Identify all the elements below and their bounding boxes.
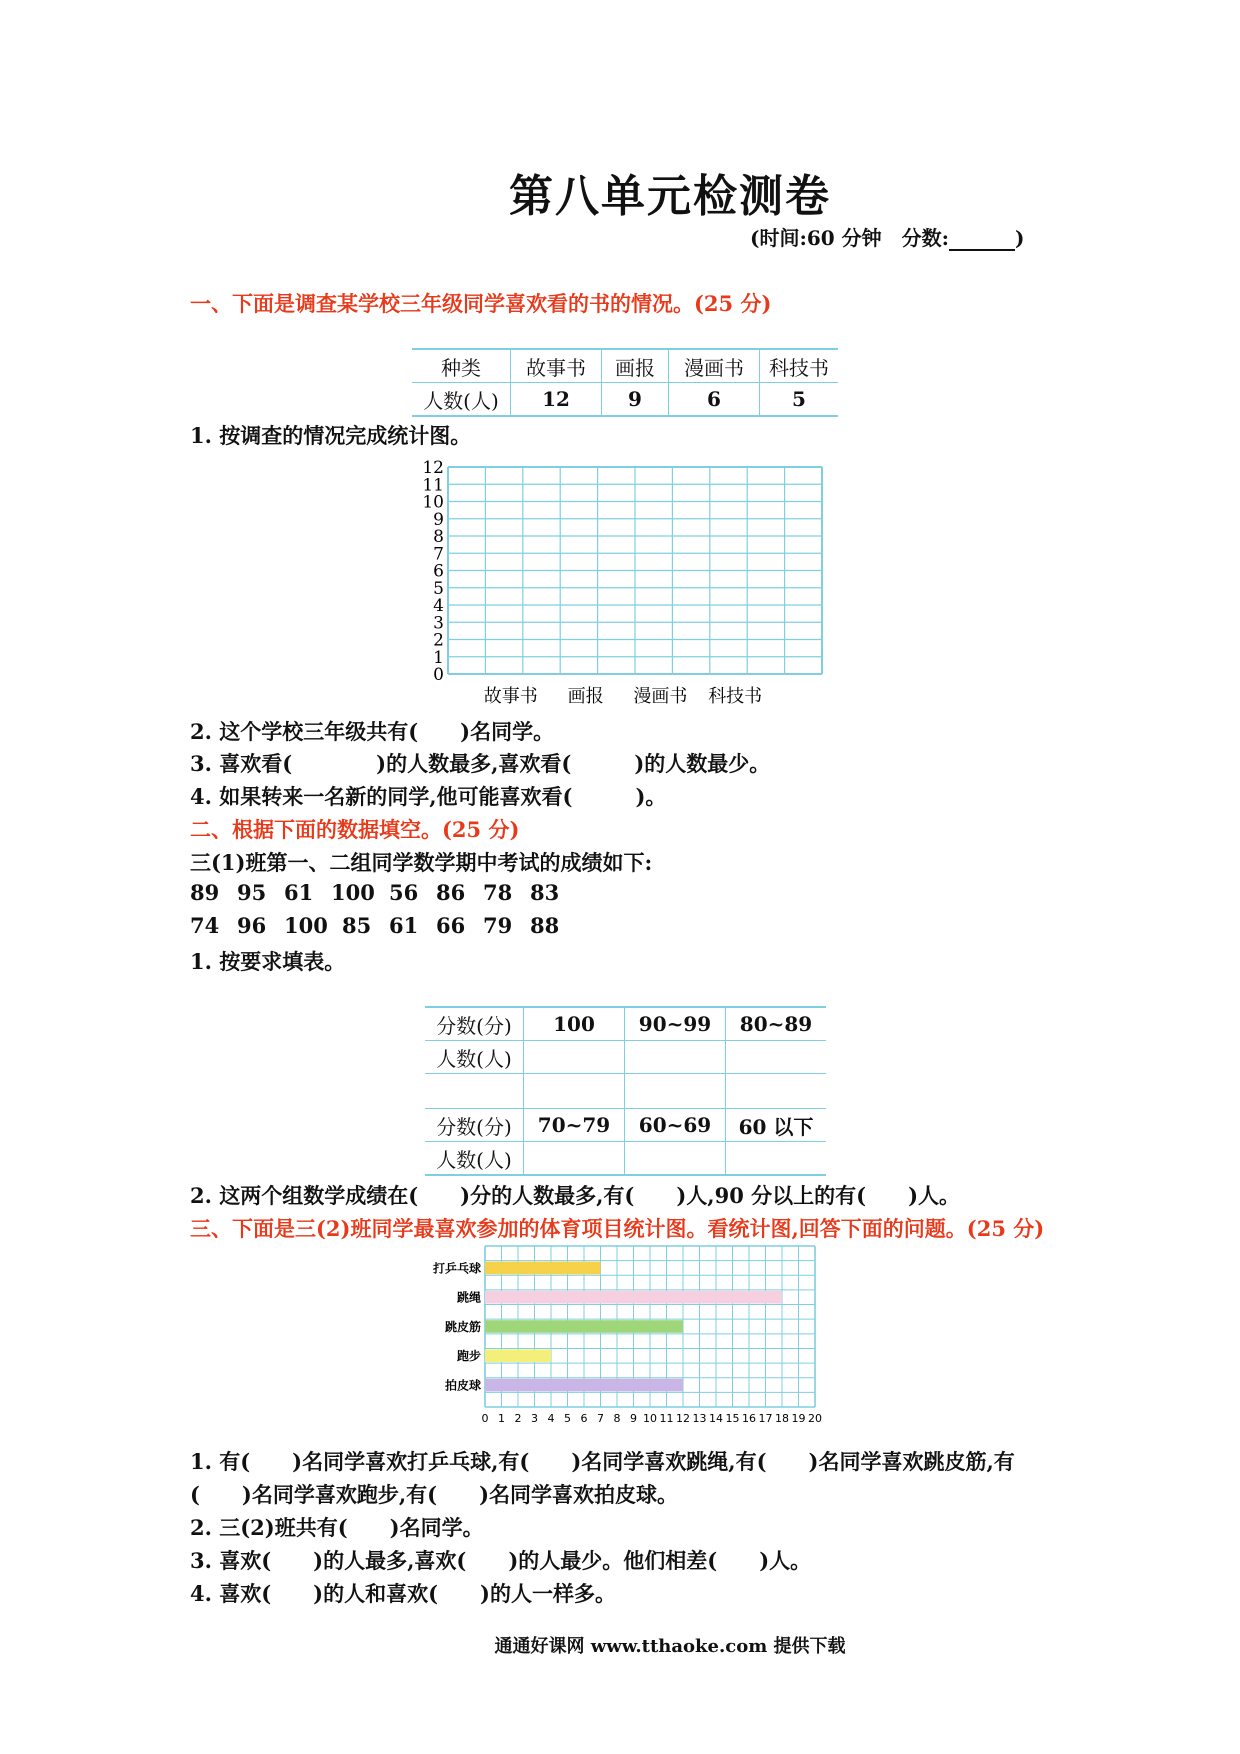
books-table-cell: 画报 <box>602 349 669 383</box>
x-tick-label: 11 <box>659 1412 674 1425</box>
x-tick-label: 14 <box>709 1412 723 1425</box>
scores-table-cell: 60 以下 <box>726 1109 827 1142</box>
score-value: 96 <box>237 913 267 938</box>
y-category-label: 打乒乓球 <box>432 1261 481 1276</box>
y-tick-label: 9 <box>433 509 444 530</box>
x-category-label: 漫画书 <box>633 686 688 707</box>
bar <box>485 1291 782 1304</box>
books-table-cell: 人数(人) <box>412 383 511 417</box>
scores-table-cell: 70~79 <box>524 1109 625 1142</box>
score-value: 61 <box>284 880 314 905</box>
time-close: ) <box>1015 226 1025 250</box>
section3-heading: 三、下面是三(2)班同学最喜欢参加的体育项目统计图。看统计图,回答下面的问题。(25 分) <box>190 1216 1045 1241</box>
score-value: 79 <box>483 913 513 938</box>
scores-table-cell: 人数(人) <box>425 1142 524 1176</box>
y-category-label: 跑步 <box>456 1349 481 1364</box>
sec3-q1b: ( )名同学喜欢跑步,有( )名同学喜欢拍皮球。 <box>190 1482 679 1507</box>
scores-table-cell: 分数(分) <box>425 1109 524 1142</box>
x-tick-label: 5 <box>564 1412 571 1425</box>
x-tick-label: 19 <box>791 1412 806 1425</box>
books-table-cell: 科技书 <box>760 349 839 383</box>
sec2-intro: 三(1)班第一、二组同学数学期中考试的成绩如下: <box>190 850 653 875</box>
x-tick-label: 16 <box>742 1412 756 1425</box>
books-table-cell: 5 <box>760 383 839 417</box>
score-value: 83 <box>530 880 560 905</box>
y-tick-label: 6 <box>433 561 444 582</box>
books-table-cell: 种类 <box>412 349 511 383</box>
score-value: 85 <box>342 913 372 938</box>
y-category-label: 拍皮球 <box>444 1378 481 1393</box>
y-tick-label: 4 <box>433 596 444 616</box>
x-tick-label: 17 <box>758 1412 773 1425</box>
bar <box>485 1349 551 1362</box>
scores-table-cell: 90~99 <box>625 1007 726 1041</box>
x-tick-label: 12 <box>676 1412 690 1425</box>
score-value: 66 <box>436 913 466 938</box>
y-tick-label: 12 <box>422 458 444 478</box>
score-value: 74 <box>190 913 220 938</box>
time-info: (时间:60 分钟 分数: <box>750 226 950 250</box>
sec1-q1: 1. 按调查的情况完成统计图。 <box>190 423 472 448</box>
books-table-cell: 故事书 <box>511 349 602 383</box>
y-category-label: 跳绳 <box>456 1290 481 1305</box>
y-tick-label: 10 <box>422 492 444 513</box>
score-value: 89 <box>190 880 220 905</box>
sec1-q2: 2. 这个学校三年级共有( )名同学。 <box>190 719 555 744</box>
y-tick-label: 2 <box>433 630 444 651</box>
sec3-q1a: 1. 有( )名同学喜欢打乒乓球,有( )名同学喜欢跳绳,有( )名同学喜欢跳皮筋,有 <box>190 1449 1015 1474</box>
scores-table-cell: 人数(人) <box>425 1041 524 1074</box>
sec3-q3: 3. 喜欢( )的人最多,喜欢( )的人最少。他们相差( )人。 <box>190 1548 812 1573</box>
score-value: 88 <box>530 913 560 938</box>
sec2-q1: 1. 按要求填表。 <box>190 949 346 974</box>
section1-heading: 一、下面是调查某学校三年级同学喜欢看的书的情况。(25 分) <box>190 291 772 316</box>
sec1-q3: 3. 喜欢看( )的人数最多,喜欢看( )的人数最少。 <box>190 751 771 776</box>
books-table-cell: 9 <box>602 383 669 417</box>
y-tick-label: 7 <box>433 544 444 565</box>
x-tick-label: 4 <box>547 1412 555 1425</box>
score-value: 61 <box>389 913 419 938</box>
bar <box>485 1379 683 1392</box>
sec2-q2: 2. 这两个组数学成绩在( )分的人数最多,有( )人,90 分以上的有( )人。 <box>190 1183 961 1208</box>
y-category-label: 跳皮筋 <box>444 1319 481 1334</box>
x-tick-label: 8 <box>613 1412 621 1425</box>
scores-table-cell: 100 <box>524 1007 625 1041</box>
x-tick-label: 10 <box>643 1412 657 1425</box>
books-table-cell: 12 <box>511 383 602 417</box>
scores-table-cell: 60~69 <box>625 1109 726 1142</box>
score-value: 56 <box>389 880 419 905</box>
x-tick-label: 6 <box>580 1412 588 1425</box>
footer: 通通好课网 www.tthaoke.com 提供下载 <box>494 1636 846 1657</box>
bar <box>485 1262 601 1275</box>
y-tick-label: 3 <box>433 613 444 634</box>
books-table-cell: 漫画书 <box>669 349 760 383</box>
page-title: 第八单元检测卷 <box>509 171 831 222</box>
y-tick-label: 8 <box>433 527 444 547</box>
x-tick-label: 20 <box>808 1412 822 1425</box>
sec1-q4: 4. 如果转来一名新的同学,他可能喜欢看( )。 <box>190 784 667 809</box>
score-value: 86 <box>436 880 466 905</box>
x-tick-label: 9 <box>630 1412 637 1425</box>
x-tick-label: 2 <box>514 1412 522 1425</box>
sec3-q4: 4. 喜欢( )的人和喜欢( )的人一样多。 <box>190 1581 616 1606</box>
x-tick-label: 15 <box>725 1412 740 1425</box>
x-tick-label: 1 <box>498 1412 505 1425</box>
sec3-q2: 2. 三(2)班共有( )名同学。 <box>190 1515 484 1540</box>
x-tick-label: 0 <box>481 1412 489 1425</box>
x-category-label: 科技书 <box>708 686 763 707</box>
score-value: 78 <box>483 880 513 905</box>
x-tick-label: 7 <box>597 1412 604 1425</box>
score-value: 100 <box>331 880 375 905</box>
y-tick-label: 1 <box>433 647 444 668</box>
score-value: 95 <box>237 880 267 905</box>
y-tick-label: 5 <box>433 578 444 599</box>
books-table-cell: 6 <box>669 383 760 417</box>
scores-table-cell: 分数(分) <box>425 1007 524 1041</box>
x-category-label: 故事书 <box>483 686 538 707</box>
score-value: 100 <box>284 913 328 938</box>
y-tick-label: 0 <box>433 665 444 685</box>
bar <box>485 1320 683 1333</box>
x-tick-label: 3 <box>531 1412 538 1425</box>
scores-table-cell: 80~89 <box>726 1007 827 1041</box>
x-tick-label: 18 <box>775 1412 789 1425</box>
x-tick-label: 13 <box>692 1412 707 1425</box>
x-category-label: 画报 <box>567 686 604 707</box>
section2-heading: 二、根据下面的数据填空。(25 分) <box>190 817 520 842</box>
y-tick-label: 11 <box>422 475 444 496</box>
